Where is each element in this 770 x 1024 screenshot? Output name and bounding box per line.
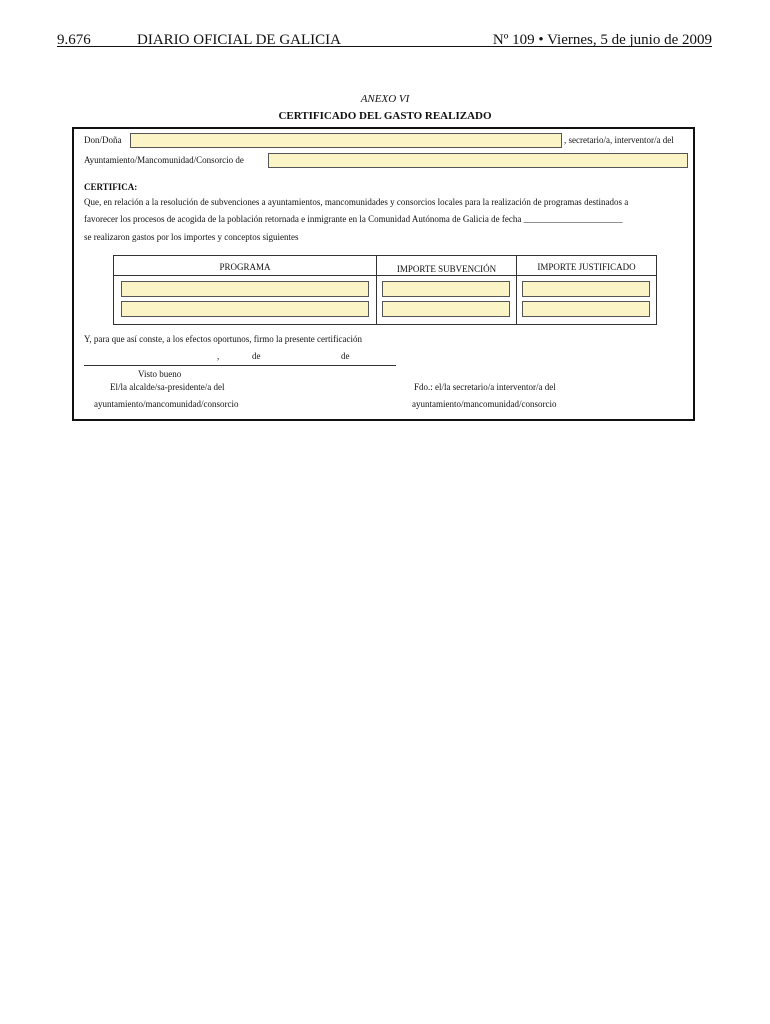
closing-text: Y, para que así conste, a los efectos oportunos, firmo la presente certificación [84, 334, 362, 344]
certifica-label: CERTIFICA: [84, 182, 138, 192]
publication-name: DIARIO OFICIAL DE GALICIA [137, 32, 342, 48]
ayuntamiento-right-label: ayuntamiento/mancomunidad/consorcio [412, 399, 557, 409]
importe-subvencion-field[interactable] [382, 301, 510, 317]
header-importe-subvencion: IMPORTE SUBVENCIÓN [396, 264, 497, 274]
importe-justificado-field[interactable] [522, 301, 650, 317]
importe-subvencion-field[interactable] [382, 281, 510, 297]
header-importe-justificado: IMPORTE JUSTIFICADO [537, 262, 636, 272]
alcalde-label: El/la alcalde/sa-presidente/a del [110, 382, 225, 392]
header-rule [57, 46, 712, 47]
visto-bueno-label: Visto bueno [138, 369, 182, 379]
date-line [84, 365, 396, 366]
name-field[interactable] [130, 133, 562, 148]
ayuntamiento-field[interactable] [268, 153, 688, 168]
programa-field[interactable] [121, 301, 369, 317]
date-de-1: de [252, 351, 261, 361]
body-text-line-3: se realizaron gastos por los importes y conceptos siguientes [84, 232, 299, 242]
body-text-line-2: favorecer los procesos de acogida de la población retornada e inmigrante en la Comunidad Autónoma de Galicia de fecha ______________________ [84, 214, 623, 224]
fdo-secretario-label: Fdo.: el/la secretario/a interventor/a del [414, 382, 556, 392]
ayuntamiento-label: Ayuntamiento/Mancomunidad/Consorcio de [84, 155, 244, 165]
programa-field[interactable] [121, 281, 369, 297]
header-programa: PROGRAMA [219, 262, 271, 272]
body-text-line-1: Que, en relación a la resolución de subvenciones a ayuntamientos, mancomunidades y consorcios locales para la realización de programas destinados a [84, 197, 629, 207]
don-label: Don/Doña [84, 135, 122, 145]
importe-justificado-field[interactable] [522, 281, 650, 297]
annex-title: CERTIFICADO DEL GASTO REALIZADO [278, 110, 492, 122]
date-de-2: de [341, 351, 350, 361]
date-comma: , [217, 351, 220, 361]
certificate-form [72, 127, 695, 421]
secretario-label: , secretario/a, interventor/a del [564, 135, 674, 145]
annex-number: ANEXO VI [360, 93, 410, 105]
expense-table [113, 255, 657, 325]
table-header-divider [114, 275, 656, 276]
page-number: 9.676 [57, 32, 91, 48]
issue-info: Nº 109 • Viernes, 5 de junio de 2009 [492, 32, 712, 48]
ayuntamiento-left-label: ayuntamiento/mancomunidad/consorcio [94, 399, 239, 409]
